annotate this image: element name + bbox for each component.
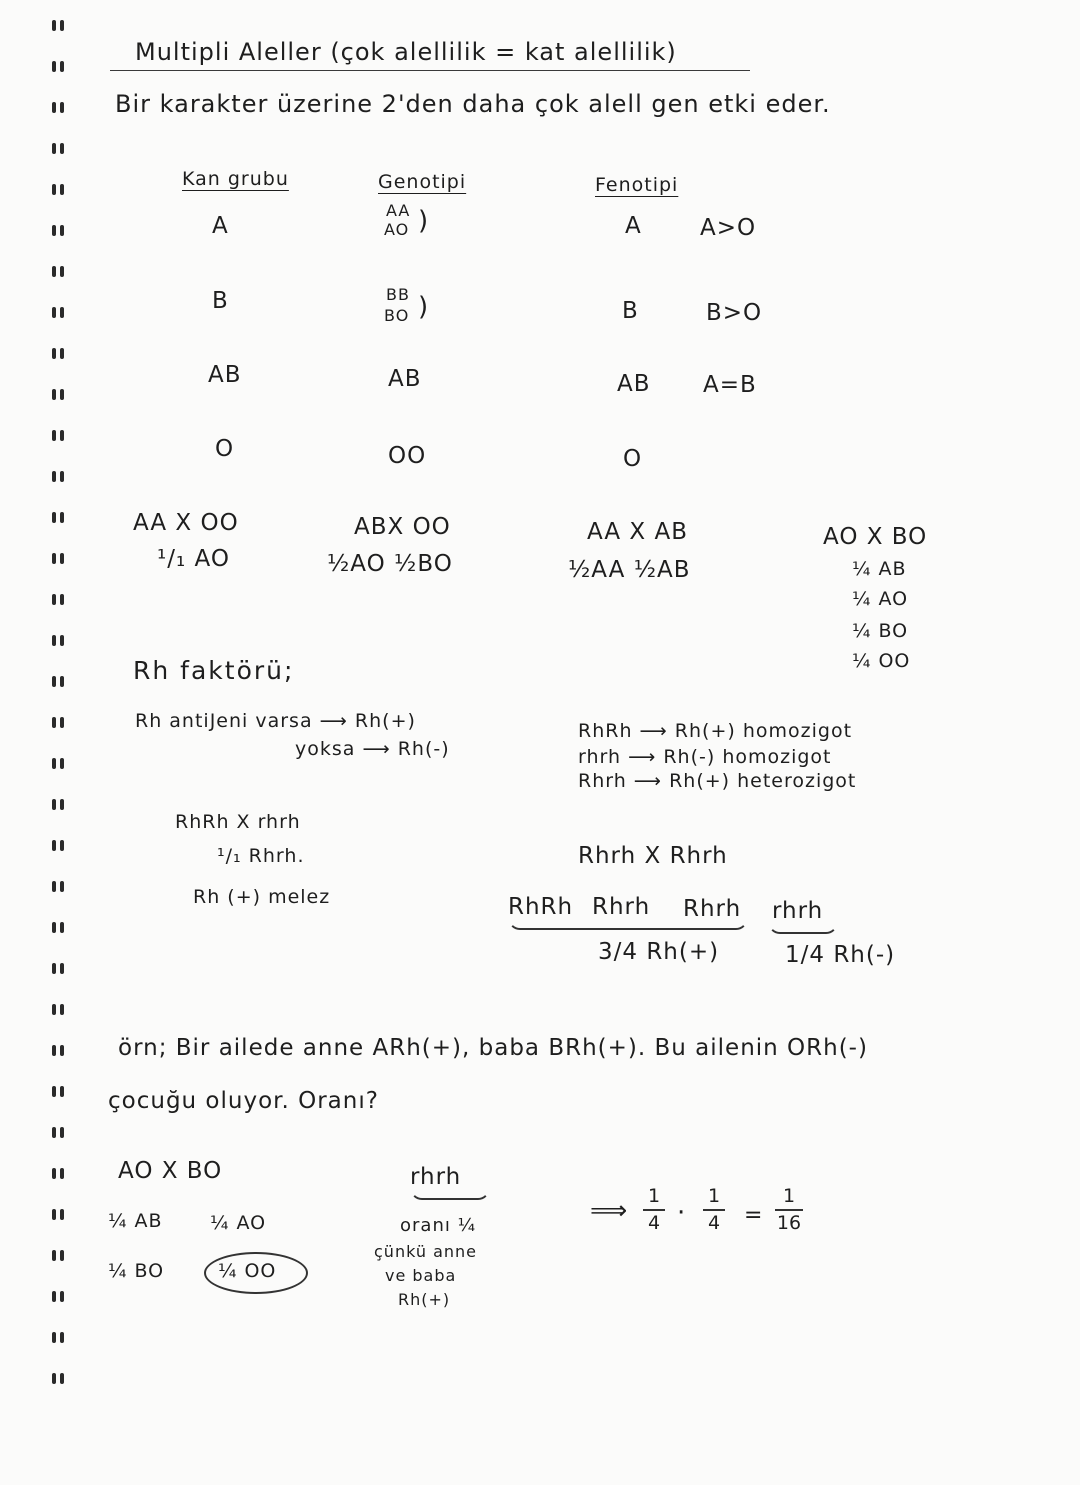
spiral-hole: [50, 1250, 68, 1261]
rh-offspring-4: rhrh: [772, 898, 824, 924]
rh-offspring-3: Rhrh: [683, 896, 742, 922]
phenotype-ab: AB: [617, 371, 651, 397]
header-genotype: Genotipi: [378, 171, 467, 193]
example-res-4: ¼ OO: [218, 1260, 277, 1282]
spiral-hole: [50, 389, 68, 400]
phenotype-o: O: [623, 446, 643, 472]
rh-antigen-yes: Rh antiJeni varsa ⟶ Rh(+): [135, 710, 416, 732]
spiral-hole: [50, 143, 68, 154]
spiral-hole: [50, 348, 68, 359]
header-phenotype: Fenotipi: [595, 174, 679, 196]
rh-heading: Rh faktörü;: [133, 656, 295, 685]
title-underline: [110, 70, 750, 71]
rh-positive-ratio: 3/4 Rh(+): [598, 939, 720, 965]
rh-cross-1-result: ¹/₁ Rhrh.: [217, 845, 305, 867]
spiral-hole: [50, 758, 68, 769]
intro-text: Bir karakter üzerine 2'den daha çok alell gen etki eder.: [115, 90, 831, 118]
example-rh-note-1: çünkü anne: [374, 1242, 478, 1261]
example-line-2: çocuğu oluyor. Oranı?: [108, 1088, 379, 1114]
fraction-3-den: 16: [776, 1211, 802, 1234]
genotype-brace-b: ): [418, 292, 430, 322]
rh-negative-brace: [768, 922, 838, 934]
spiral-hole: [50, 430, 68, 441]
spiral-hole: [50, 1332, 68, 1343]
cross-aa-ab: AA X AB: [587, 519, 688, 545]
spiral-hole: [50, 102, 68, 113]
spiral-hole: [50, 1045, 68, 1056]
example-rh-label: rhrh: [410, 1164, 462, 1190]
spiral-hole: [50, 840, 68, 851]
genotype-brace-a: ): [418, 206, 430, 236]
example-arrow: ⟹: [590, 1196, 629, 1226]
rh-genotype-3: Rhrh ⟶ Rh(+) heterozigot: [578, 770, 857, 792]
genotype-bb: BB: [386, 285, 410, 304]
spiral-hole: [50, 963, 68, 974]
page-title: Multipli Aleller (çok alellilik = kat alellilik): [135, 38, 677, 66]
cross-ao-bo-r2: ¼ AO: [852, 588, 909, 610]
spiral-hole: [50, 635, 68, 646]
cross-aa-oo-result: ¹/₁ AO: [157, 546, 230, 572]
example-rh-ratio: oranı ¼: [400, 1215, 477, 1236]
genotype-oo: OO: [388, 443, 427, 469]
spiral-hole: [50, 307, 68, 318]
spiral-hole: [50, 922, 68, 933]
cross-aa-oo: AA X OO: [133, 510, 239, 536]
spiral-hole: [50, 1004, 68, 1015]
fraction-3-num: 1: [782, 1185, 796, 1207]
spiral-hole: [50, 1086, 68, 1097]
cross-ao-bo-r3: ¼ BO: [852, 620, 909, 642]
blood-o: O: [215, 436, 235, 462]
blood-a: A: [212, 213, 229, 239]
spiral-hole: [50, 799, 68, 810]
example-res-1: ¼ AB: [108, 1210, 163, 1232]
example-cross: AO X BO: [118, 1158, 223, 1184]
example-rh-note-2: ve baba: [385, 1266, 457, 1285]
spiral-hole: [50, 1291, 68, 1302]
cross-aa-ab-result: ½AA ½AB: [568, 557, 691, 583]
header-blood-group: Kan grubu: [182, 168, 289, 190]
cross-ao-bo-r4: ¼ OO: [852, 650, 911, 672]
fraction-2: [703, 1186, 725, 1234]
fraction-3: [775, 1186, 803, 1234]
rh-positive-brace: [508, 918, 748, 930]
rh-cross-1: RhRh X rhrh: [175, 811, 301, 833]
spiral-hole: [50, 1168, 68, 1179]
rh-genotype-2: rhrh ⟶ Rh(-) homozigot: [578, 746, 832, 768]
cross-ab-oo-result: ½AO ½BO: [327, 551, 453, 577]
phenotype-b: B: [622, 298, 639, 324]
spiral-hole: [50, 1127, 68, 1138]
example-rh-brace: [410, 1188, 490, 1200]
spiral-hole: [50, 1209, 68, 1220]
spiral-hole: [50, 676, 68, 687]
spiral-hole: [50, 881, 68, 892]
highlight-circle: [204, 1252, 308, 1294]
spiral-hole: [50, 266, 68, 277]
fraction-1: [643, 1186, 665, 1234]
blood-ab: AB: [208, 362, 242, 388]
spiral-binding: [50, 20, 72, 1420]
example-line-1: örn; Bir ailede anne ARh(+), baba BRh(+). Bu ailenin ORh(-): [118, 1035, 868, 1061]
rh-genotype-1: RhRh ⟶ Rh(+) homozigot: [578, 720, 853, 742]
example-res-3: ¼ BO: [108, 1260, 165, 1282]
example-res-2: ¼ AO: [210, 1212, 267, 1234]
spiral-hole: [50, 717, 68, 728]
spiral-hole: [50, 512, 68, 523]
relation-ab: A=B: [703, 372, 757, 398]
genotype-ab: AB: [388, 366, 422, 392]
cross-ao-bo: AO X BO: [823, 524, 928, 550]
rh-cross-2: Rhrh X Rhrh: [578, 843, 728, 869]
multiply-dot: ·: [677, 1198, 687, 1228]
spiral-hole: [50, 225, 68, 236]
genotype-ao: AO: [384, 220, 410, 239]
relation-a: A>O: [700, 215, 757, 241]
spiral-hole: [50, 553, 68, 564]
genotype-bo: BO: [384, 306, 410, 325]
spiral-hole: [50, 1373, 68, 1384]
cross-ab-oo: ABX OO: [354, 514, 451, 540]
fraction-1-den: 4: [647, 1211, 661, 1234]
fraction-2-num: 1: [707, 1185, 721, 1207]
spiral-hole: [50, 594, 68, 605]
fraction-2-den: 4: [707, 1211, 721, 1234]
example-rh-note-3: Rh(+): [398, 1290, 451, 1309]
fraction-1-num: 1: [647, 1185, 661, 1207]
spiral-hole: [50, 471, 68, 482]
rh-offspring-1: RhRh: [508, 894, 574, 920]
rh-offspring-2: Rhrh: [592, 894, 651, 920]
blood-b: B: [212, 288, 229, 314]
spiral-hole: [50, 20, 68, 31]
rh-cross-1-note: Rh (+) melez: [193, 886, 331, 908]
rh-negative-ratio: 1/4 Rh(-): [785, 942, 896, 968]
equals-sign: =: [744, 1203, 764, 1228]
spiral-hole: [50, 184, 68, 195]
relation-b: B>O: [706, 300, 763, 326]
genotype-aa: AA: [386, 201, 411, 220]
cross-ao-bo-r1: ¼ AB: [852, 558, 907, 580]
spiral-hole: [50, 61, 68, 72]
rh-antigen-no: yoksa ⟶ Rh(-): [295, 738, 450, 760]
phenotype-a: A: [625, 213, 642, 239]
